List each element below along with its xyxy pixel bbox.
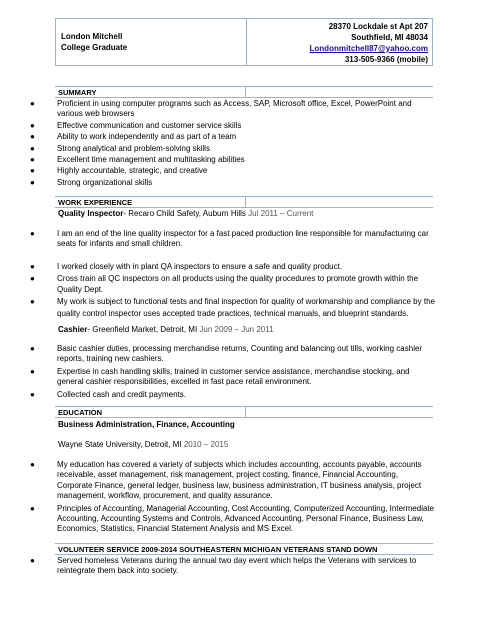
volunteer-list — [30, 556, 435, 577]
contact-block — [310, 21, 428, 65]
education-list — [30, 460, 435, 535]
bullet-icon: ● — [30, 297, 35, 307]
list-item: ● I am an end of the line quality inspector for a fast paced production line responsible for manufacturing car seats for infants and small children. — [30, 229, 429, 249]
list-item: ● Proficient in using computer programs such as Access, SAP, Microsoft office, Excel, PowerPoint and various web browsers — [30, 99, 412, 119]
address-line-1: 28370 Lockdale st Apt 207 — [328, 22, 428, 31]
list-item: ● Principles of Accounting, Managerial Accounting, Cost Accounting, Computerized Accounting, Intermediate Accounting, Accounting Systems and Controls, Advanced Accounting, Personal Finance, Business Law, Economics, Statistics, Financial Statement Analysis and MS Excel. — [30, 503, 435, 534]
bullet-icon: ● — [30, 143, 35, 153]
heading-divider — [245, 197, 246, 207]
school-name: Wayne State University, Detroit, MI — [58, 440, 182, 449]
summary-list — [30, 99, 435, 188]
bullet-icon: ● — [30, 274, 35, 284]
volunteer-heading-bar — [55, 543, 433, 555]
list-item: ● Strong organizational skills — [30, 177, 153, 187]
list-item: ● Basic cashier duties, processing merchandise returns, Counting and balancing out tills, working cashier reports, training new cashiers. — [30, 344, 423, 364]
list-item: ● Expertise in cash handling skills, trained in customer service assistance, merchandise stocking, and general cashier responsibilities, excelled in fast pace retail environment. — [30, 366, 410, 387]
bullet-icon: ● — [30, 460, 35, 469]
phone-number: 313-505-9366 (mobile) — [344, 55, 428, 64]
name-block — [61, 31, 127, 53]
job-1-line — [58, 209, 313, 219]
summary-heading: SUMMARY — [58, 88, 97, 97]
work-heading: WORK EXPERIENCE — [58, 198, 133, 207]
contact-header — [55, 18, 433, 66]
job-2-line — [58, 325, 274, 335]
list-item: ● Ability to work independently and as part of a team — [30, 132, 237, 142]
bullet-icon: ● — [30, 389, 35, 399]
list-item: ● I worked closely with in plant QA inspectors to ensure a safe and quality product. — [30, 261, 343, 271]
job-1-employer: - Recaro Child Safety, Auburn Hills — [123, 209, 246, 218]
job-1-dates: Jul 2011 – Current — [248, 209, 314, 218]
list-item: ● Cross train all QC inspectors on all products using the quality procedures to promote growth within the Quality Dept. — [30, 274, 419, 294]
job-2-title: Cashier — [58, 325, 88, 334]
list-item: ● Served homeless Veterans during the annual two day event which helps the Veterans with services to reintegrate them back into society. — [30, 556, 417, 576]
email-link[interactable]: Londonmitchell87@yahoo.com — [309, 44, 428, 53]
education-heading-bar — [55, 406, 433, 418]
heading-divider — [245, 87, 246, 97]
address-line-2: Southfield, MI 48034 — [351, 33, 428, 42]
bullet-icon: ● — [30, 120, 35, 130]
bullet-icon: ● — [30, 166, 35, 176]
bullet-icon: ● — [30, 229, 35, 238]
job-1-duties — [30, 229, 435, 320]
degree-title: Business Administration, Finance, Accounting — [58, 420, 235, 429]
bullet-icon: ● — [30, 132, 35, 142]
bullet-icon: ● — [30, 99, 35, 108]
bullet-icon: ● — [30, 556, 35, 565]
bullet-icon: ● — [30, 261, 35, 271]
heading-divider — [245, 407, 246, 417]
bullet-icon: ● — [30, 366, 35, 376]
job-2-dates: Jun 2009 – Jun 2011 — [199, 325, 274, 334]
bullet-icon: ● — [30, 177, 35, 187]
bullet-icon: ● — [30, 155, 35, 165]
header-divider — [246, 19, 247, 65]
list-item: ● My work is subject to functional tests and final inspection for quality of workmanship and compliance by the quality control inspector uses accepted trade practices, technical manuals, and blueprint standards. — [30, 297, 435, 319]
candidate-tagline: College Graduate — [61, 43, 128, 52]
list-item: ● Effective communication and customer service skills — [30, 120, 242, 130]
list-item: ● Excellent time management and multitasking abilities — [30, 155, 245, 165]
job-1-title: Quality Inspector — [58, 209, 124, 218]
work-heading-bar — [55, 196, 433, 208]
list-item: ● My education has covered a variety of subjects which includes accounting, accounts payable, accounts receivable, asset management, risk management, project costing, finance, Financial Accounting, Corporate Finance, general ledger, business law, business administration, IT business analysis, project management, workflow, procurement, and quality assurance. — [30, 460, 422, 501]
job-2-duties — [30, 344, 435, 400]
education-heading: EDUCATION — [58, 408, 103, 417]
summary-heading-bar — [55, 86, 433, 98]
volunteer-heading: VOLUNTEER SERVICE 2009-2014 SOUTHEASTERN MICHIGAN VETERANS STAND DOWN — [58, 545, 378, 554]
job-2-employer: - Greenfield Market, Detroit, MI — [87, 325, 198, 334]
school-line — [58, 440, 228, 450]
list-item: ● Strong analytical and problem-solving skills — [30, 143, 210, 153]
list-item: ● Highly accountable, strategic, and creative — [30, 166, 208, 176]
bullet-icon: ● — [30, 503, 35, 513]
bullet-icon: ● — [30, 344, 35, 353]
school-dates: 2010 – 2015 — [183, 440, 229, 449]
list-item: ● Collected cash and credit payments. — [30, 389, 186, 399]
candidate-name: London Mitchell — [61, 32, 123, 41]
